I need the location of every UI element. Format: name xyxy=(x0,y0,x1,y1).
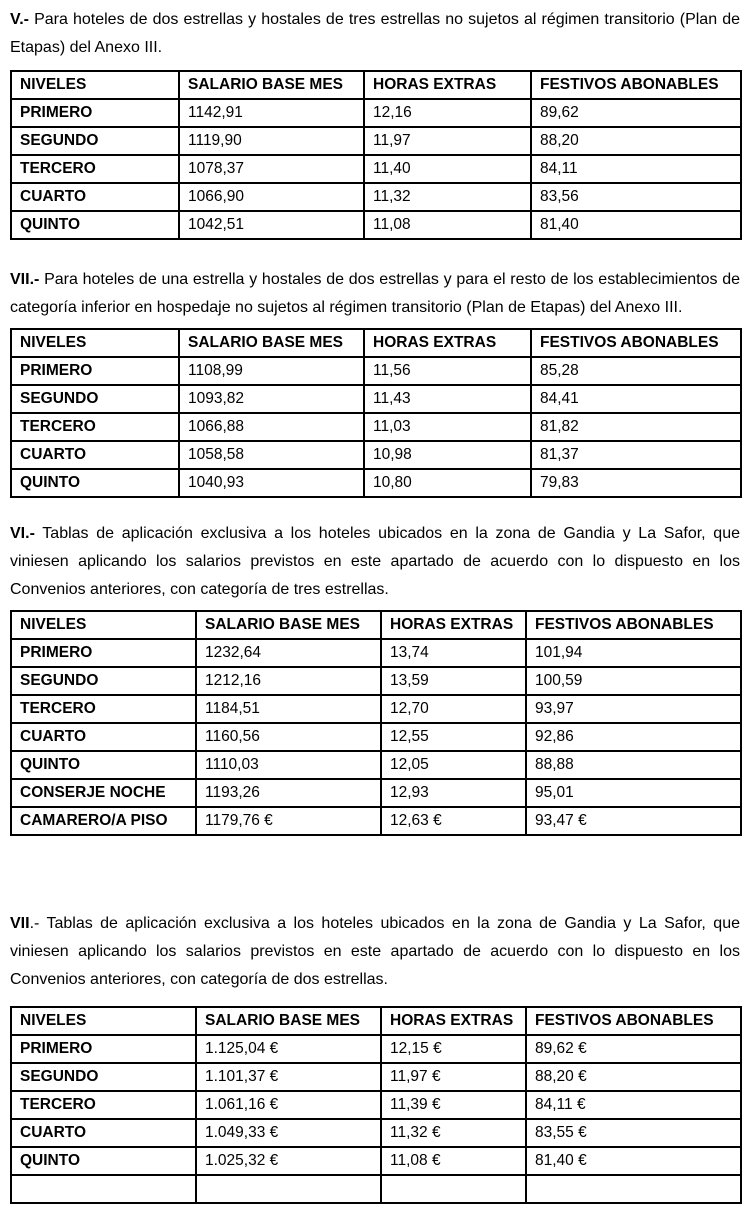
table-row xyxy=(11,807,741,835)
table-row xyxy=(11,695,741,723)
level-cell: CAMARERO/A PISO xyxy=(11,807,196,835)
level-cell: CUARTO xyxy=(11,1119,196,1147)
table-row xyxy=(11,469,741,497)
festivos-cell: 84,41 xyxy=(531,385,741,413)
horas-cell: 11,08 xyxy=(364,211,531,239)
section-text: .- Tablas de aplicación exclusiva a los hoteles ubicados en la zona de Gandia y La Safor, que viniesen aplicando los salarios previstos en este apartado de acuerdo con lo dispuesto en los Convenios anteriores, con categoría de dos estrellas. xyxy=(10,915,740,988)
section-v xyxy=(10,6,740,240)
salario-cell: 1093,82 xyxy=(179,385,364,413)
table-row xyxy=(11,1063,741,1091)
horas-cell: 11,56 xyxy=(364,357,531,385)
section-text: Tablas de aplicación exclusiva a los hoteles ubicados en la zona de Gandia y La Safor, que viniesen aplicando los salarios previstos en este apartado de acuerdo con lo dispuesto en los Convenios anteriores, con categoría de tres estrellas. xyxy=(10,525,740,598)
festivos-cell: 84,11 € xyxy=(526,1091,741,1119)
festivos-cell: 100,59 xyxy=(526,667,741,695)
level-cell: QUINTO xyxy=(11,469,179,497)
column-header-festivos: FESTIVOS ABONABLES xyxy=(526,1007,741,1035)
horas-cell: 12,55 xyxy=(381,723,526,751)
level-cell: CUARTO xyxy=(11,723,196,751)
header-row xyxy=(11,329,741,357)
festivos-cell: 81,82 xyxy=(531,413,741,441)
festivos-cell: 81,40 xyxy=(531,211,741,239)
column-header-niveles: NIVELES xyxy=(11,71,179,99)
salary-table-vii-una-estrella xyxy=(10,328,742,498)
column-header-horas: HORAS EXTRAS xyxy=(381,611,526,639)
salario-cell: 1108,99 xyxy=(179,357,364,385)
column-header-salario: SALARIO BASE MES xyxy=(179,71,364,99)
column-header-festivos: FESTIVOS ABONABLES xyxy=(531,71,741,99)
column-header-horas: HORAS EXTRAS xyxy=(364,71,531,99)
table-row xyxy=(11,639,741,667)
festivos-cell: 89,62 xyxy=(531,99,741,127)
salario-cell: 1232,64 xyxy=(196,639,381,667)
section-number: VII xyxy=(10,915,30,932)
salario-cell: 1066,88 xyxy=(179,413,364,441)
level-cell: PRIMERO xyxy=(11,639,196,667)
section-text: Para hoteles de dos estrellas y hostales de tres estrellas no sujetos al régimen transitorio (Plan de Etapas) del Anexo III. xyxy=(10,11,740,56)
festivos-cell xyxy=(526,1175,741,1203)
festivos-cell: 84,11 xyxy=(531,155,741,183)
header-row xyxy=(11,71,741,99)
salario-cell: 1179,76 € xyxy=(196,807,381,835)
column-header-horas: HORAS EXTRAS xyxy=(381,1007,526,1035)
horas-cell: 11,32 xyxy=(364,183,531,211)
horas-cell: 11,97 € xyxy=(381,1063,526,1091)
section-number: VII.- xyxy=(10,271,40,288)
table-row xyxy=(11,99,741,127)
horas-cell: 11,39 € xyxy=(381,1091,526,1119)
festivos-cell: 83,56 xyxy=(531,183,741,211)
horas-cell: 11,40 xyxy=(364,155,531,183)
level-cell: SEGUNDO xyxy=(11,667,196,695)
table-row xyxy=(11,413,741,441)
salario-cell: 1058,58 xyxy=(179,441,364,469)
festivos-cell: 88,88 xyxy=(526,751,741,779)
level-cell: PRIMERO xyxy=(11,357,179,385)
salario-cell: 1.101,37 € xyxy=(196,1063,381,1091)
horas-cell: 11,03 xyxy=(364,413,531,441)
table-row xyxy=(11,211,741,239)
table-row xyxy=(11,779,741,807)
level-cell: PRIMERO xyxy=(11,1035,196,1063)
festivos-cell: 88,20 € xyxy=(526,1063,741,1091)
level-cell: TERCERO xyxy=(11,695,196,723)
salario-cell: 1160,56 xyxy=(196,723,381,751)
horas-cell: 10,98 xyxy=(364,441,531,469)
salario-cell xyxy=(196,1175,381,1203)
salario-cell: 1078,37 xyxy=(179,155,364,183)
header-row xyxy=(11,1007,741,1035)
section-vii-gandia-dos-estrellas xyxy=(10,910,740,1204)
horas-cell: 12,16 xyxy=(364,99,531,127)
level-cell: PRIMERO xyxy=(11,99,179,127)
salario-cell: 1042,51 xyxy=(179,211,364,239)
column-header-salario: SALARIO BASE MES xyxy=(196,611,381,639)
horas-cell: 12,70 xyxy=(381,695,526,723)
table-row xyxy=(11,183,741,211)
festivos-cell: 81,37 xyxy=(531,441,741,469)
level-cell: QUINTO xyxy=(11,211,179,239)
level-cell: QUINTO xyxy=(11,1147,196,1175)
salary-table-vii-gandia-dos-estrellas xyxy=(10,1006,742,1204)
salario-cell: 1193,26 xyxy=(196,779,381,807)
level-cell xyxy=(11,1175,196,1203)
section-paragraph xyxy=(10,520,740,604)
section-paragraph xyxy=(10,266,740,322)
table-row xyxy=(11,723,741,751)
horas-cell: 11,97 xyxy=(364,127,531,155)
horas-cell: 13,59 xyxy=(381,667,526,695)
table-row xyxy=(11,1175,741,1203)
header-row xyxy=(11,611,741,639)
festivos-cell: 95,01 xyxy=(526,779,741,807)
level-cell: SEGUNDO xyxy=(11,1063,196,1091)
horas-cell: 10,80 xyxy=(364,469,531,497)
festivos-cell: 81,40 € xyxy=(526,1147,741,1175)
horas-cell: 12,93 xyxy=(381,779,526,807)
column-header-niveles: NIVELES xyxy=(11,611,196,639)
section-paragraph xyxy=(10,6,740,62)
table-row xyxy=(11,1091,741,1119)
salario-cell: 1119,90 xyxy=(179,127,364,155)
level-cell: CONSERJE NOCHE xyxy=(11,779,196,807)
festivos-cell: 83,55 € xyxy=(526,1119,741,1147)
salario-cell: 1066,90 xyxy=(179,183,364,211)
festivos-cell: 79,83 xyxy=(531,469,741,497)
horas-cell: 11,43 xyxy=(364,385,531,413)
table-row xyxy=(11,441,741,469)
section-number: VI.- xyxy=(10,525,35,542)
section-paragraph xyxy=(10,910,740,994)
table-row xyxy=(11,1147,741,1175)
festivos-cell: 85,28 xyxy=(531,357,741,385)
level-cell: TERCERO xyxy=(11,1091,196,1119)
section-vii-una-estrella xyxy=(10,266,740,498)
salary-table-v xyxy=(10,70,742,240)
horas-cell: 11,08 € xyxy=(381,1147,526,1175)
festivos-cell: 92,86 xyxy=(526,723,741,751)
level-cell: SEGUNDO xyxy=(11,127,179,155)
salario-cell: 1142,91 xyxy=(179,99,364,127)
salario-cell: 1212,16 xyxy=(196,667,381,695)
level-cell: TERCERO xyxy=(11,155,179,183)
table-row xyxy=(11,667,741,695)
table-row xyxy=(11,1035,741,1063)
column-header-niveles: NIVELES xyxy=(11,1007,196,1035)
festivos-cell: 93,47 € xyxy=(526,807,741,835)
column-header-salario: SALARIO BASE MES xyxy=(179,329,364,357)
horas-cell: 12,15 € xyxy=(381,1035,526,1063)
table-row xyxy=(11,1119,741,1147)
salario-cell: 1110,03 xyxy=(196,751,381,779)
salario-cell: 1.125,04 € xyxy=(196,1035,381,1063)
column-header-horas: HORAS EXTRAS xyxy=(364,329,531,357)
section-text: Para hoteles de una estrella y hostales de dos estrellas y para el resto de los establecimientos de categoría inferior en hospedaje no sujetos al régimen transitorio (Plan de Etapas) del Anexo III. xyxy=(10,271,740,316)
level-cell: SEGUNDO xyxy=(11,385,179,413)
horas-cell: 11,32 € xyxy=(381,1119,526,1147)
column-header-salario: SALARIO BASE MES xyxy=(196,1007,381,1035)
column-header-niveles: NIVELES xyxy=(11,329,179,357)
salario-cell: 1.049,33 € xyxy=(196,1119,381,1147)
section-number: V.- xyxy=(10,11,29,28)
table-row xyxy=(11,751,741,779)
salario-cell: 1.025,32 € xyxy=(196,1147,381,1175)
column-header-festivos: FESTIVOS ABONABLES xyxy=(526,611,741,639)
salario-cell: 1.061,16 € xyxy=(196,1091,381,1119)
salario-cell: 1184,51 xyxy=(196,695,381,723)
horas-cell: 12,05 xyxy=(381,751,526,779)
level-cell: TERCERO xyxy=(11,413,179,441)
horas-cell: 12,63 € xyxy=(381,807,526,835)
level-cell: CUARTO xyxy=(11,441,179,469)
salary-table-vi-gandia-tres-estrellas xyxy=(10,610,742,836)
horas-cell xyxy=(381,1175,526,1203)
table-row xyxy=(11,385,741,413)
festivos-cell: 101,94 xyxy=(526,639,741,667)
horas-cell: 13,74 xyxy=(381,639,526,667)
level-cell: CUARTO xyxy=(11,183,179,211)
column-header-festivos: FESTIVOS ABONABLES xyxy=(531,329,741,357)
table-row xyxy=(11,155,741,183)
festivos-cell: 93,97 xyxy=(526,695,741,723)
festivos-cell: 89,62 € xyxy=(526,1035,741,1063)
table-row xyxy=(11,357,741,385)
level-cell: QUINTO xyxy=(11,751,196,779)
section-vi-gandia-tres-estrellas xyxy=(10,520,740,836)
salario-cell: 1040,93 xyxy=(179,469,364,497)
festivos-cell: 88,20 xyxy=(531,127,741,155)
table-row xyxy=(11,127,741,155)
